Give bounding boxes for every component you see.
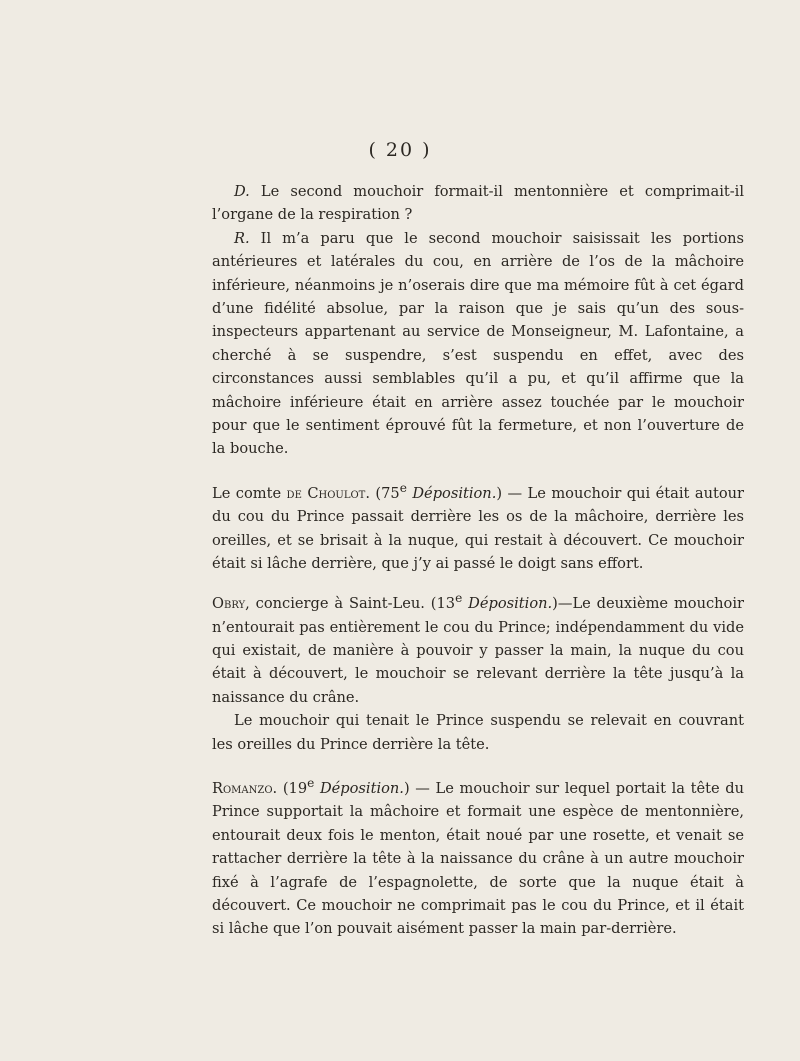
witness-prefix: Le comte <box>212 484 287 502</box>
witness-name: Romanzo <box>212 779 273 797</box>
paragraph-text: — Le mouchoir sur lequel portait la tête du Prince supportait la mâchoire et formait une espèce de mentonnière, entourait deux fois le menton, était noué par une rosette, et venait se rattacher derrière la tête à la naissance du crâne à un autre mouchoir fixé à l’agrafe de l’espagnolette, de sorte que la nuque était à découvert. Ce mouchoir ne comprimait pas le cou du Prince, et il était si lâche que l’on pouvait aisément passer la main par-derrière. <box>212 779 744 938</box>
witness-name: de Choulot <box>286 484 366 502</box>
deposition-ref-close: ) <box>403 779 410 797</box>
body-text <box>212 180 744 941</box>
speaker-label: R. <box>234 229 250 247</box>
deposition-ref-sup: e <box>399 480 407 495</box>
deposition-ref-open: . (19 <box>272 779 308 797</box>
paragraph-deposition-obry <box>212 587 744 709</box>
deposition-ref-close: ) <box>552 595 558 613</box>
deposition-ref-close: ) <box>496 484 503 502</box>
paragraph-text: — Le mouchoir qui était autour du cou du Prince passait derrière les os de la mâchoire, derrière les oreilles, et se brisait à la nuque, qui restait à découvert. Ce mouchoir était si lâche derrière, que j’y ai passé le doigt sans effort. <box>212 484 744 572</box>
deposition-title: Déposition. <box>314 779 404 797</box>
paragraph-text: Le second mouchoir formait-il mentonnière et comprimait-il l’organe de la respiration ? <box>212 183 744 224</box>
witness-name: Obry <box>212 595 246 613</box>
paragraph-text: Il m’a paru que le second mouchoir saisissait les portions antérieures et latérales du cou, en arrière de l’os de la mâchoire inférieure, néanmoins je n’oserais dire que ma mémoire fût à cet égard d’une fidélité absolue, par la raison que je sais qu’un des sous-inspecteurs appartenant au service de Monseigneur, M. Lafontaine, a cherché à se suspendre, s’est suspendu en effet, avec des circonstances aussi semblables qu’il a pu, et qu’il affirme que la mâchoire inférieure était en arrière assez touchée par le mouchoir pour que le sentiment éprouvé fût la fermeture, et non l’ouverture de la bouche. <box>212 229 744 458</box>
paragraph-question <box>212 180 744 227</box>
paragraph-text: Le mouchoir qui tenait le Prince suspendu se relevait en couvrant les oreilles du Prince derrière la tête. <box>212 712 744 753</box>
deposition-ref-sup: e <box>455 591 463 606</box>
paragraph-answer <box>212 227 744 461</box>
deposition-title: Déposition. <box>462 595 553 613</box>
deposition-title: Déposition. <box>406 484 497 502</box>
paragraph-continuation <box>212 709 744 756</box>
paragraph-text: —Le deuxième mouchoir n’entourait pas entièrement le cou du Prince; indépendamment du vide qui existait, de manière à pouvoir y passer la main, la nuque du cou était à découvert, le mouchoir se relevant derrière la tête jusqu’à la naissance du crâne. <box>212 595 744 706</box>
paragraph-deposition-choulot <box>212 477 744 575</box>
deposition-ref-open: . (75 <box>365 484 400 502</box>
witness-role: , concierge à Saint-Leu. (13 <box>245 595 456 613</box>
speaker-label: D. <box>234 183 250 200</box>
paragraph-deposition-romanzo <box>212 772 744 941</box>
page-number: ( 20 ) <box>368 139 432 161</box>
deposition-ref-sup: e <box>307 776 315 791</box>
